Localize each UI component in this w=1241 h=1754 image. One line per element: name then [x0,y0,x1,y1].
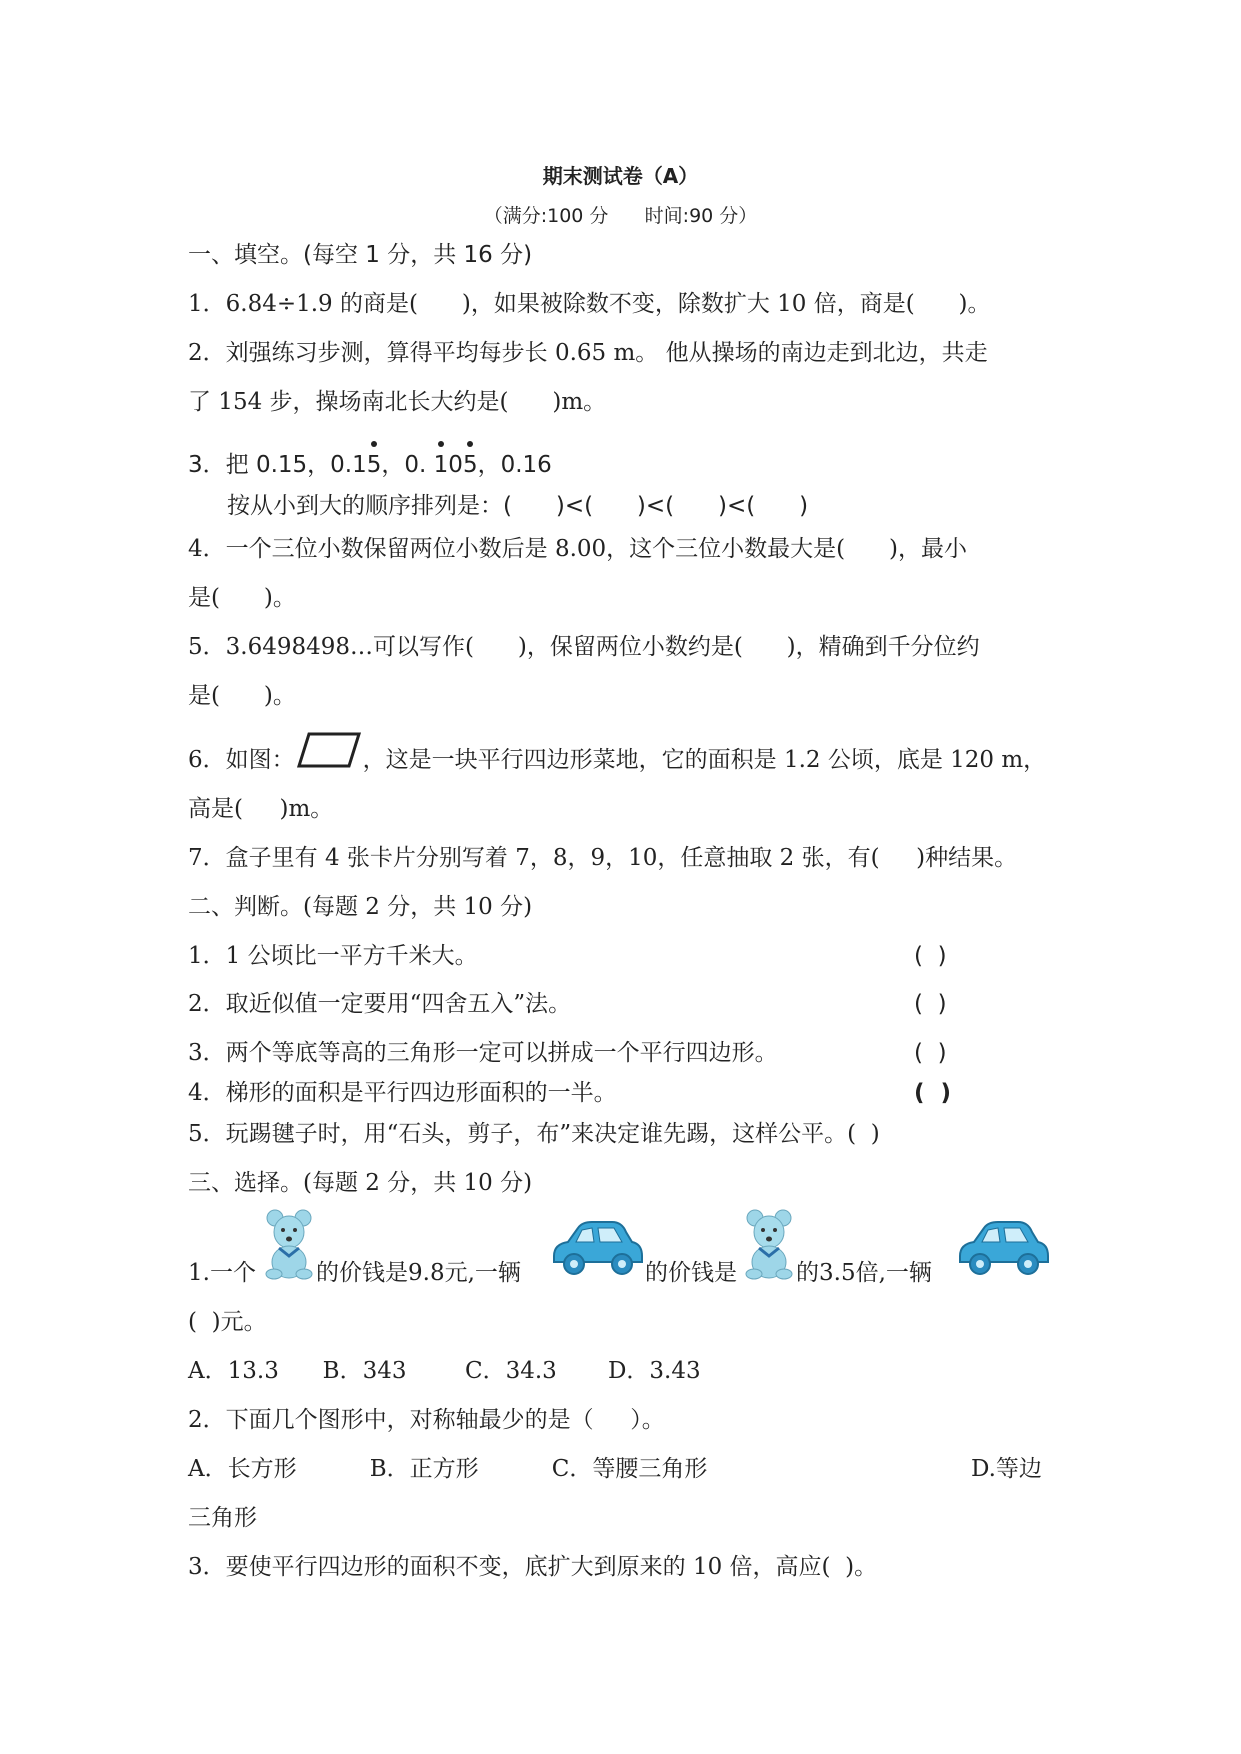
q3-number-2 [330,452,381,478]
q3-number-2-digits: 0.1 [330,452,367,478]
section1-heading: 一、填空。(每空 1 分，共 16 分) [188,242,533,268]
choice-q1-t4: 的3.5倍,一辆 [796,1260,932,1286]
q6-suffix: ，这是一块平行四边形菜地，它的面积是 1.2 公顷，底是 120 m， [362,747,1047,773]
answer-bracket: ( ) [914,943,947,969]
page-title: 期末测试卷（A） [542,164,699,188]
choice-q1-t2: 的价钱是9.8元,一辆 [316,1260,521,1286]
car-icon [548,1218,644,1278]
q3-separator-3: ， [477,452,501,478]
section3-heading: 三、选择。(每题 2 分，共 10 分) [188,1170,533,1196]
q3-number-3 [404,452,477,478]
q3-separator-2: ， [381,452,405,478]
car-icon [954,1218,1050,1278]
question-1-1: 1．6.84÷1.9 的商是( )，如果被除数不变，除数扩大 10 倍，商是( )。 [188,291,991,317]
repeating-digit [463,450,478,480]
judge-item-3: 3．两个等底等高的三角形一定可以拼成一个平行四边形。 [188,1040,778,1066]
repeating-digit-value: 1 [433,452,449,478]
question-1-3-line2: 按从小到大的顺序排列是：( )<( )<( )<( ) [227,493,809,519]
question-1-4-line1: 4．一个三位小数保留两位小数后是 8.00，这个三位小数最大是( )，最小 [188,536,967,562]
choice-q2-option-d: D.等边 [971,1456,1042,1482]
answer-bracket: ( ) [914,1080,952,1106]
choice-q1-t1: 1.一个 [188,1260,256,1286]
repeat-dot-icon [371,441,377,447]
q3-number-3-middle: 0 [448,452,463,478]
question-1-7: 7．盒子里有 4 张卡片分别写着 7，8，9，10，任意抽取 2 张，有( )种结果。 [188,845,1018,871]
page-subtitle: （满分:100 分 时间:90 分） [483,205,758,227]
question-1-6-line1 [188,745,1046,775]
question-1-5-line1: 5．3.6498498…可以写作( )，保留两位小数约是( )，精确到千分位约 [188,634,980,660]
repeating-digit [367,450,382,480]
bear-toy-icon [745,1208,793,1280]
judge-item-2: 2．取近似值一定要用“四舍五入”法。 [188,991,572,1017]
q3-prefix: 3．把 [188,452,256,478]
repeat-dot-icon [467,441,473,447]
choice-q1-t3: 的价钱是 [645,1260,737,1286]
choice-q1-line2: ( )元。 [188,1309,267,1335]
question-1-2-line2: 了 154 步，操场南北长大约是( )m。 [188,389,607,415]
answer-bracket: ( ) [914,1040,947,1066]
repeating-digit-value: 5 [462,452,478,478]
q6-prefix: 6．如图： [188,747,295,773]
q3-number-1: 0.15， [255,452,331,478]
repeating-digit-value: 5 [366,452,382,478]
question-1-3-line1 [188,450,552,480]
choice-q2: 2．下面几个图形中，对称轴最少的是（ ）。 [188,1407,665,1433]
judge-item-5: 5．玩踢毽子时，用“石头，剪子，布”来决定谁先踢，这样公平。( ) [188,1121,880,1147]
question-1-6-line2: 高是( )m。 [188,796,334,822]
choice-q2-option-d-cont: 三角形 [188,1505,257,1531]
repeat-dot-icon [438,441,444,447]
q3-number-3-prefix: 0. [404,452,434,478]
choice-q1-options: A．13.3 B．343 C．34.3 D．3.43 [188,1358,701,1384]
bear-toy-icon [265,1208,313,1280]
judge-item-4: 4．梯形的面积是平行四边形面积的一半。 [188,1080,617,1106]
choice-q2-options: A．长方形 B．正方形 C．等腰三角形 [188,1456,708,1482]
question-1-5-line2: 是( )。 [188,683,296,709]
answer-bracket: ( ) [914,991,947,1017]
q3-number-4: 0.16 [500,452,552,478]
question-1-2-line1: 2．刘强练习步测，算得平均每步长 0.65 m。 他从操场的南边走到北边，共走 [188,340,988,366]
parallelogram-icon [295,730,363,770]
repeating-digit [434,450,449,480]
judge-item-1: 1．1 公顷比一平方千米大。 [188,943,478,969]
section2-heading: 二、判断。(每题 2 分，共 10 分) [188,894,533,920]
question-1-4-line2: 是( )。 [188,585,296,611]
choice-q3: 3．要使平行四边形的面积不变，底扩大到原来的 10 倍，高应( )。 [188,1554,878,1580]
